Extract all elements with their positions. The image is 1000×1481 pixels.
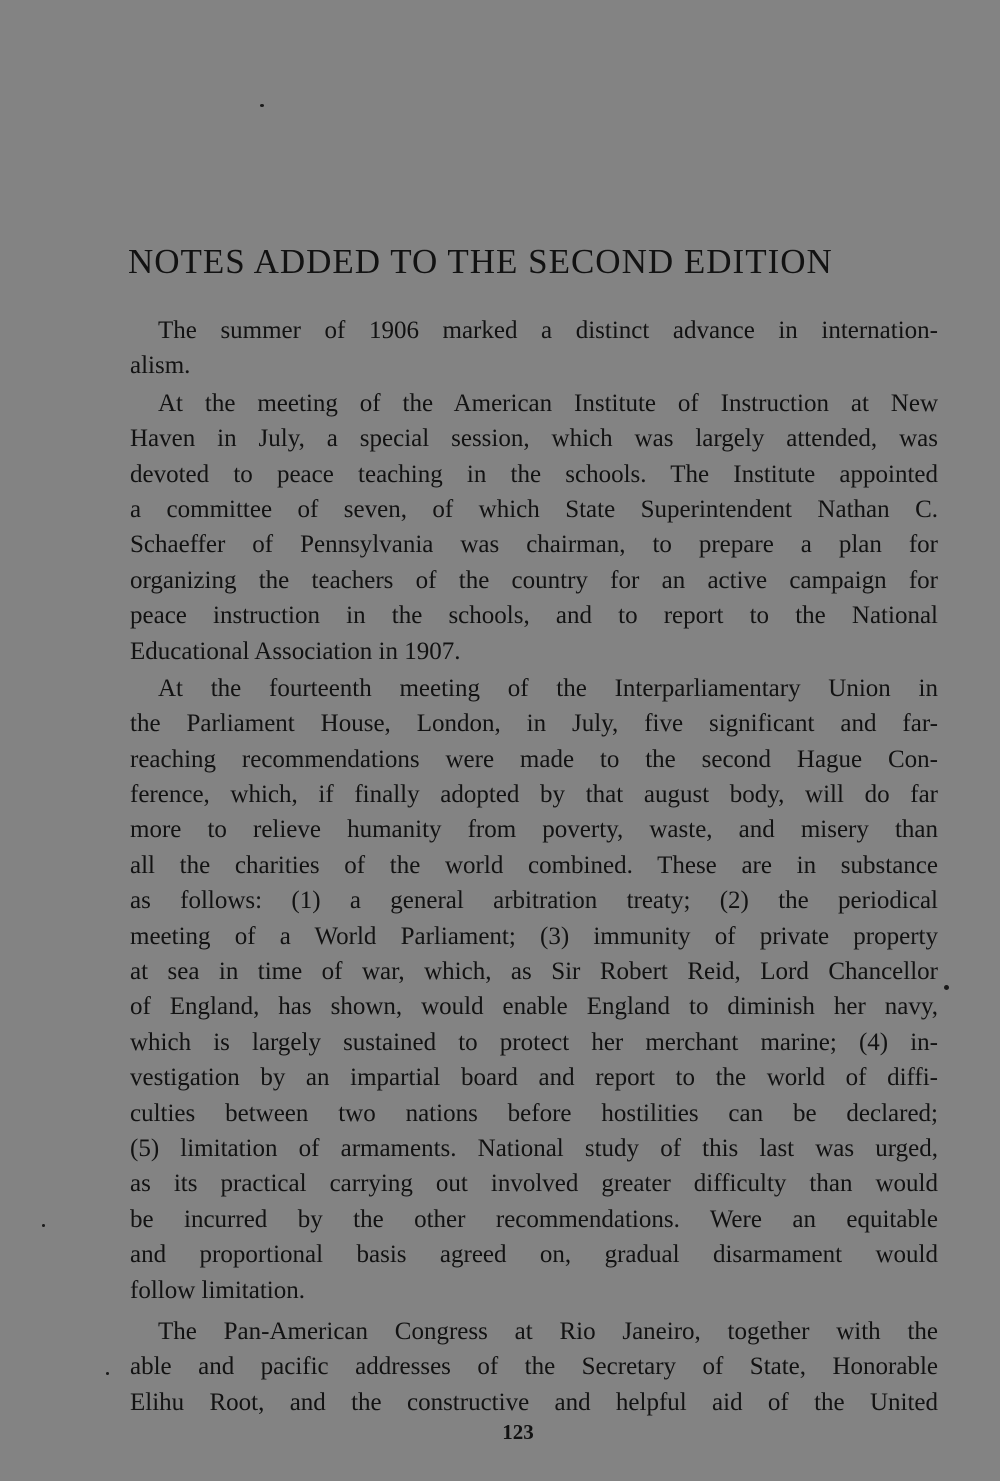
- ink-speck: [260, 104, 264, 107]
- text-line: ference, which, if finally adopted by that august body, will do far: [130, 781, 938, 809]
- text-line: the Parliament House, London, in July, five significant and far-: [130, 710, 938, 738]
- text-line: At the fourteenth meeting of the Interparliamentary Union in: [158, 674, 938, 702]
- body-text: [130, 313, 938, 1420]
- text-line: as follows: (1) a general arbitration treaty; (2) the periodical: [130, 887, 938, 915]
- text-line: as its practical carrying out involved greater difficulty than would: [130, 1170, 938, 1198]
- text-line: devoted to peace teaching in the schools. The Institute appointed: [130, 460, 938, 488]
- ink-speck: [42, 1224, 45, 1227]
- text-line: which is largely sustained to protect her merchant marine; (4) in-: [130, 1028, 938, 1056]
- paragraph: [130, 1314, 938, 1420]
- text-line: more to relieve humanity from poverty, waste, and misery than: [130, 816, 938, 844]
- text-line: be incurred by the other recommendations. Were an equitable: [130, 1205, 938, 1233]
- text-line: and proportional basis agreed on, gradual disarmament would: [130, 1241, 938, 1269]
- page-number: 123: [502, 1420, 534, 1444]
- text-line: peace instruction in the schools, and to report to the National: [130, 602, 938, 630]
- text-line: meeting of a World Parliament; (3) immunity of private property: [130, 922, 938, 950]
- text-line: At the meeting of the American Institute of Instruction at New: [158, 389, 938, 417]
- text-line: all the charities of the world combined. These are in substance: [130, 851, 938, 879]
- text-line: able and pacific addresses of the Secretary of State, Honorable: [130, 1353, 938, 1381]
- text-line: (5) limitation of armaments. National study of this last was urged,: [130, 1134, 938, 1162]
- text-line: alism.: [130, 352, 191, 380]
- text-line: a committee of seven, of which State Superintendent Nathan C.: [130, 495, 938, 523]
- text-line: at sea in time of war, which, as Sir Robert Reid, Lord Chancellor: [130, 958, 938, 986]
- text-line: reaching recommendations were made to the second Hague Con-: [130, 745, 938, 773]
- text-line: Educational Association in 1907.: [130, 637, 461, 665]
- text-line: follow limitation.: [130, 1276, 305, 1304]
- paragraph: [130, 671, 938, 1308]
- ink-speck: [944, 985, 949, 990]
- text-line: Haven in July, a special session, which was largely attended, was: [130, 425, 938, 453]
- text-line: The summer of 1906 marked a distinct advance in internation-: [158, 317, 938, 344]
- paragraph: [130, 386, 938, 669]
- text-line: The Pan-American Congress at Rio Janeiro, together with the: [158, 1317, 938, 1345]
- section-title: NOTES ADDED TO THE SECOND EDITION: [128, 242, 833, 281]
- text-line: culties between two nations before hostilities can be declared;: [130, 1099, 938, 1127]
- text-line: Elihu Root, and the constructive and helpful aid of the United: [130, 1388, 938, 1416]
- paragraph: [130, 313, 938, 384]
- text-line: Schaeffer of Pennsylvania was chairman, to prepare a plan for: [130, 531, 938, 559]
- ink-speck: [106, 1372, 109, 1375]
- text-line: vestigation by an impartial board and report to the world of diffi-: [130, 1064, 938, 1092]
- text-line: of England, has shown, would enable England to diminish her navy,: [130, 993, 938, 1021]
- text-line: organizing the teachers of the country for an active campaign for: [130, 566, 938, 594]
